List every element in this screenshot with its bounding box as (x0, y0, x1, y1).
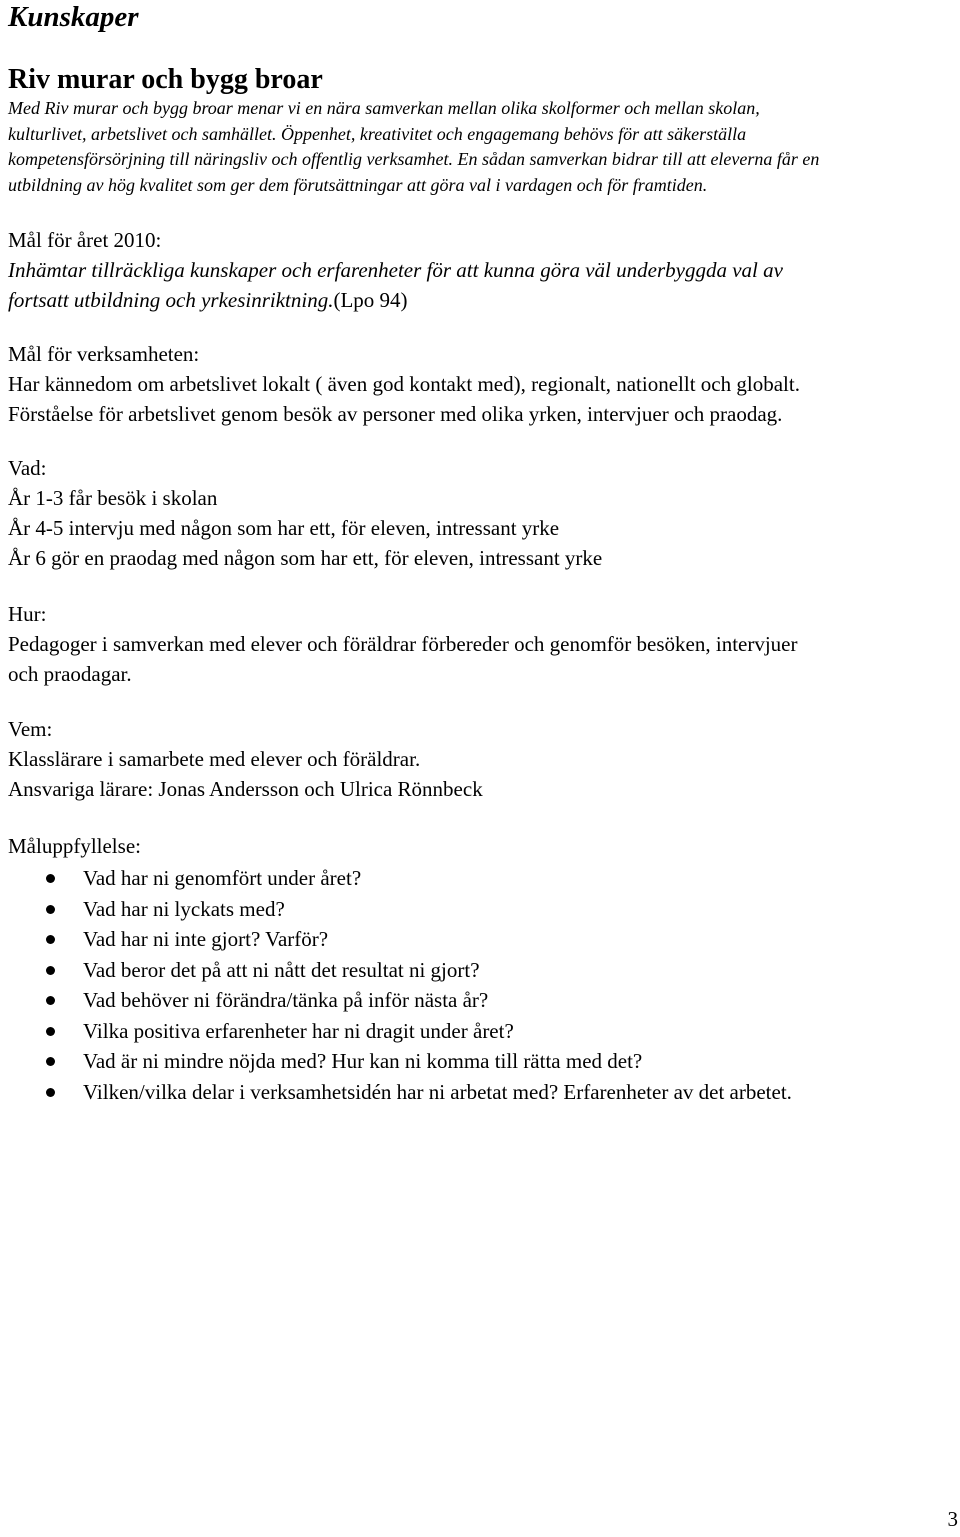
bullet-icon (46, 966, 55, 975)
who-label: Vem: (8, 717, 53, 741)
question-text: Vad har ni lyckats med? (83, 896, 285, 921)
question-text: Vad har ni genomfört under året? (83, 866, 362, 890)
question-text: Vad är ni mindre nöjda med? Hur kan ni komma till rätta med det? (83, 1049, 643, 1073)
list-item (8, 863, 956, 894)
question-text: Vad har ni inte gjort? Varför? (83, 927, 329, 951)
bullet-icon (46, 935, 55, 944)
list-item (8, 894, 956, 925)
list-item (8, 1077, 956, 1108)
goal-activity-line: Förståelse för arbetslivet genom besök av personer med olika yrken, intervjuer och praodag. (8, 402, 783, 426)
list-item (8, 1016, 956, 1047)
goal-activity-label: Mål för verksamheten: (8, 342, 200, 366)
list-item (8, 955, 956, 986)
how-label: Hur: (8, 602, 47, 626)
what-line: År 4-5 intervju med någon som har ett, för eleven, intressant yrke (8, 516, 560, 540)
fulfillment-question-list (8, 863, 956, 1107)
goal-year-reference: (Lpo 94) (333, 288, 408, 312)
list-item (8, 985, 956, 1016)
goal-year-text-end: fortsatt utbildning och yrkesinriktning. (8, 288, 334, 312)
goal-activity-line: Har kännedom om arbetslivet lokalt ( även god kontakt med), regionalt, nationellt och globalt. (8, 372, 800, 396)
what-label: Vad: (8, 456, 47, 480)
bullet-icon (46, 996, 55, 1005)
goal-year-text-continued (8, 285, 956, 315)
section-title: Riv murar och bygg broar (8, 64, 323, 95)
bullet-icon (46, 1027, 55, 1036)
bullet-icon (46, 1088, 55, 1097)
question-text: Vilken/vilka delar i verksamhetsidén har ni arbetat med? Erfarenheter av det arbetet. (83, 1079, 792, 1104)
what-line: År 6 gör en praodag med någon som har ett, för eleven, intressant yrke (8, 546, 603, 570)
who-line: Klasslärare i samarbete med elever och föräldrar. (8, 747, 421, 771)
intro-line: kulturlivet, arbetslivet och samhället. Öppenhet, kreativitet och engagemang behövs för att säkerställa (8, 123, 747, 144)
list-item (8, 1046, 956, 1077)
how-section (8, 599, 956, 689)
who-line: Ansvariga lärare: Jonas Andersson och Ulrica Rönnbeck (8, 777, 483, 801)
question-text: Vad beror det på att ni nått det resultat ni gjort? (83, 957, 480, 982)
page-number: 3 (947, 1507, 958, 1531)
how-line: Pedagoger i samverkan med elever och föräldrar förbereder och genomför besöken, intervjuer (8, 632, 798, 656)
list-item (8, 924, 956, 955)
goal-year-section (8, 225, 956, 315)
question-text: Vilka positiva erfarenheter har ni dragit under året? (83, 1018, 514, 1043)
goal-year-label: Mål för året 2010: (8, 228, 162, 252)
bullet-icon (46, 874, 55, 883)
intro-paragraph (8, 96, 956, 198)
intro-line: utbildning av hög kvalitet som ger dem förutsättningar att göra val i vardagen och för framtiden. (8, 174, 708, 195)
intro-line: Med Riv murar och bygg broar menar vi en nära samverkan mellan olika skolformer och mellan skolan, (8, 98, 760, 118)
fulfillment-label: Måluppfyllelse: (8, 834, 141, 858)
what-line: År 1-3 får besök i skolan (8, 486, 218, 510)
bullet-icon (46, 905, 55, 914)
who-section (8, 714, 956, 804)
document-title: Kunskaper (8, 1, 139, 33)
intro-line: kompetensförsörjning till näringsliv och offentlig verksamhet. En sådan samverkan bidrar till att eleverna får en (8, 149, 820, 169)
goal-activity-section (8, 339, 956, 429)
goal-year-text: Inhämtar tillräckliga kunskaper och erfarenheter för att kunna göra väl underbyggda val av (8, 258, 783, 282)
fulfillment-section (8, 831, 956, 1107)
what-section (8, 453, 956, 573)
how-line: och praodagar. (8, 662, 132, 686)
question-text: Vad behöver ni förändra/tänka på inför nästa år? (83, 988, 489, 1012)
bullet-icon (46, 1057, 55, 1066)
